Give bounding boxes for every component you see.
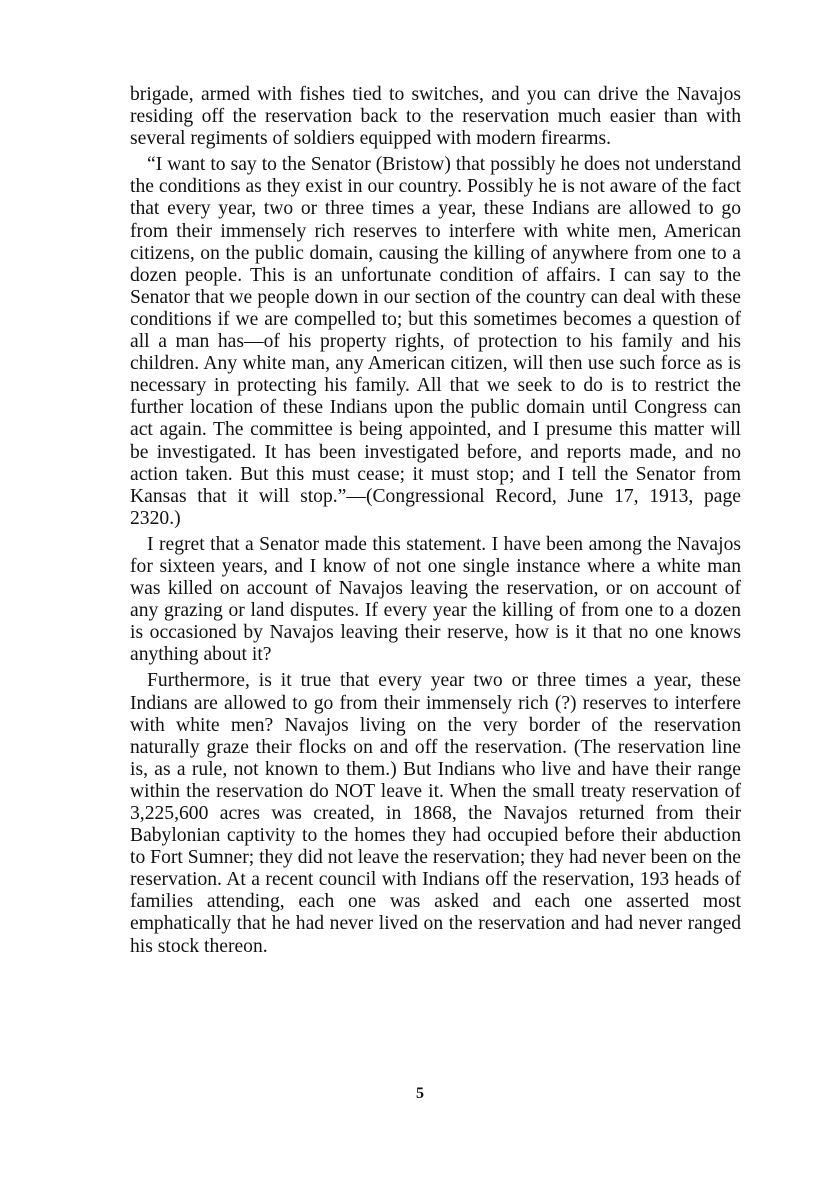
paragraph-senator-quote: “I want to say to the Senator (Bristow) that possibly he does not understand the conditions as they exist in our country. Possibly he is not aware of the fact that every year, two or three times a year, these Indians are allowed to go from their immensely rich reserves to interfere with white men, American citizens, on the public domain, causing the killing of anywhere from one to a dozen people. This is an unfortunate condition of affairs. I can say to the Senator that we people down in our section of the country can deal with these conditions if we are compelled to; but this sometimes becomes a question of all a man has—of his property rights, of protection to his family and his children. Any white man, any American citizen, will then use such force as is necessary in protecting his family. All that we seek to do is to restrict the further location of these Indians upon the public domain until Congress can act again. The committee is being appointed, and I presume this matter will be investigated. It has been investigated before, and reports made, and no action taken. But this must cease; it must stop; and I tell the Senator from Kansas that it will stop.”—(Congressional Record, June 17, 1913, page 2320.): [130, 154, 741, 529]
page-body: [130, 84, 741, 962]
paragraph-furthermore: Furthermore, is it true that every year two or three times a year, these Indians are allowed to go from their immensely rich (?) reserves to interfere with white men? Navajos living on the very border of the reservation naturally graze their flocks on and off the reservation. (The reservation line is, as a rule, not known to them.) But Indians who live and have their range within the reservation do NOT leave it. When the small treaty reservation of 3,225,600 acres was created, in 1868, the Navajos returned from their Babylonian captivity to the homes they had occupied before their abduction to Fort Sumner; they did not leave the reservation; they had never been on the reservation. At a recent council with Indians off the reservation, 193 heads of families attending, each one was asked and each one asserted most emphatically that he had never lived on the reservation and had never ranged his stock thereon.: [130, 670, 741, 957]
page-number: 5: [416, 1085, 424, 1102]
paragraph-continuation: brigade, armed with fishes tied to switches, and you can drive the Navajos residing off the reservation back to the reservation much easier than with several regiments of soldiers equipped with modern firearms.: [130, 84, 741, 150]
paragraph-regret: I regret that a Senator made this statement. I have been among the Navajos for sixteen years, and I know of not one single instance where a white man was killed on account of Navajos leaving the reservation, or on account of any grazing or land disputes. If every year the killing of from one to a dozen is occasioned by Navajos leaving their reserve, how is it that no one knows anything about it?: [130, 533, 741, 666]
